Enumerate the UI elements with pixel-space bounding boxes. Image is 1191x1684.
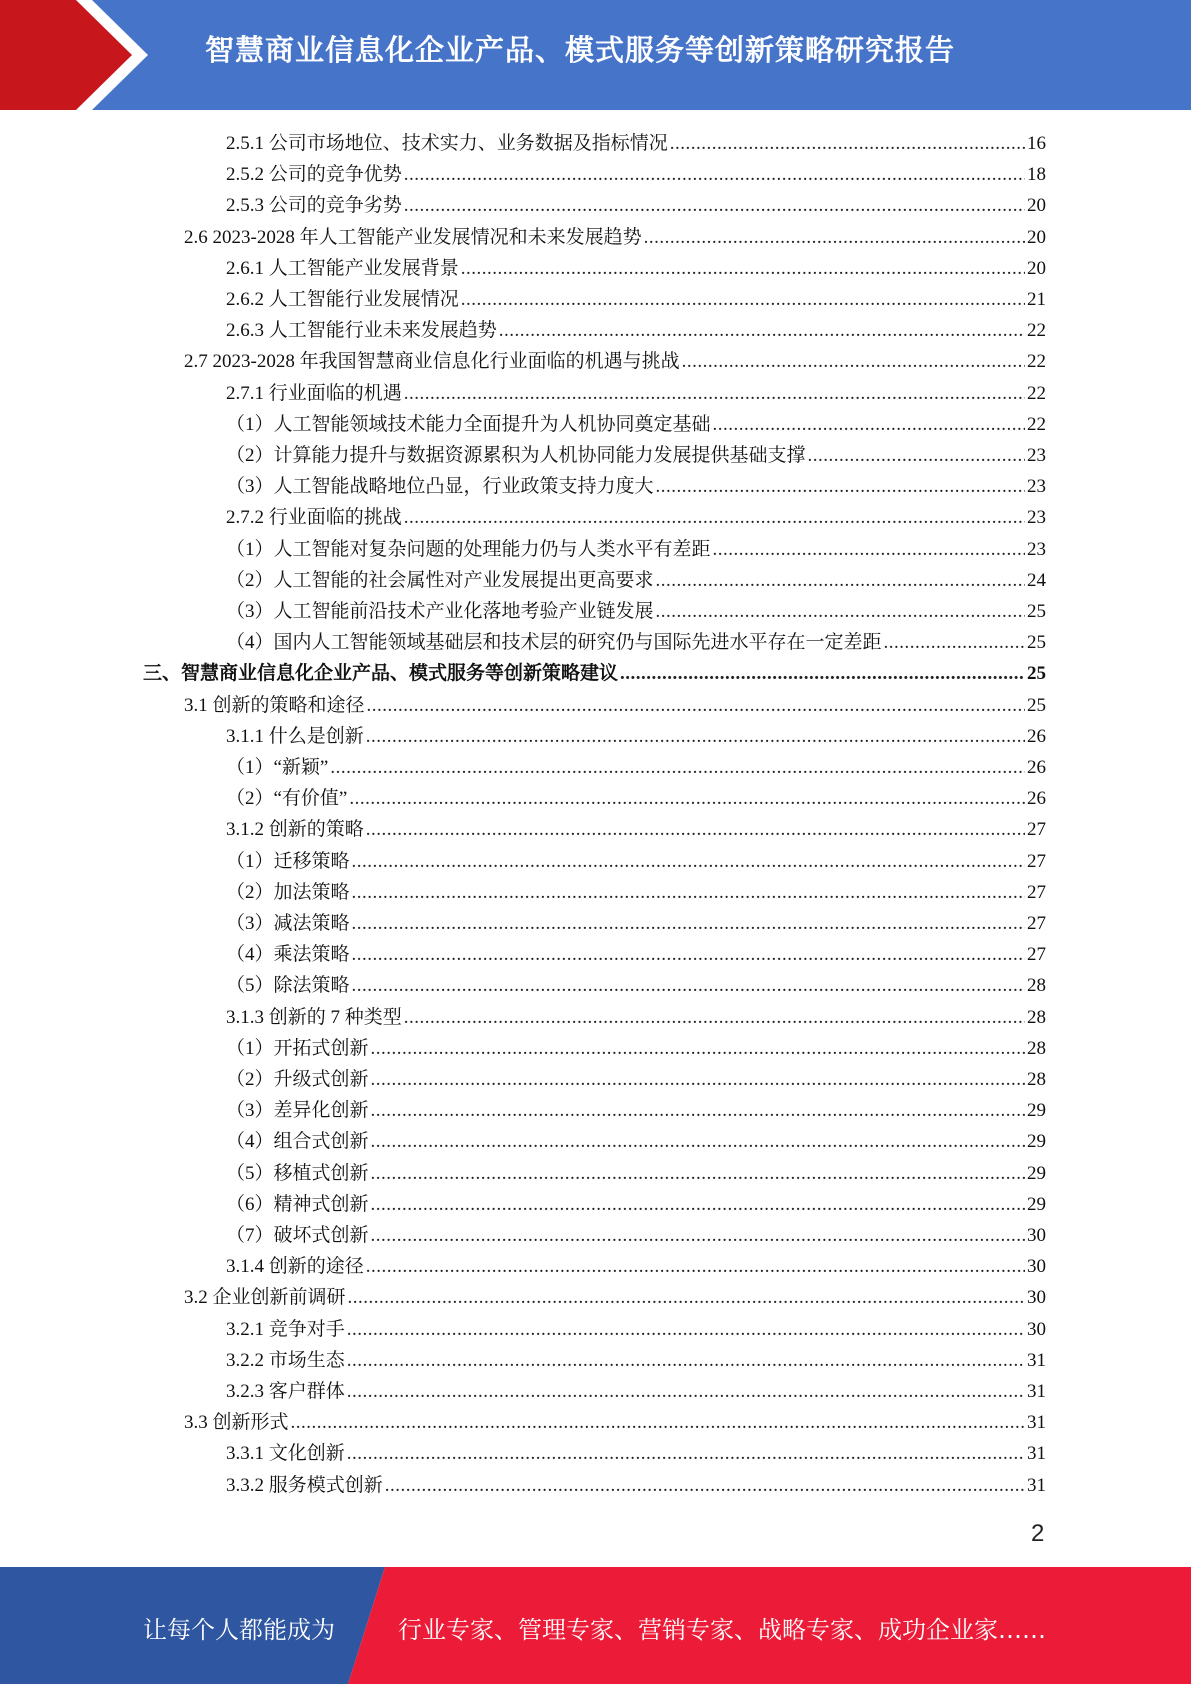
toc-entry[interactable] <box>226 1376 1046 1407</box>
toc-entry-title: （5）移植式创新 <box>226 1162 369 1184</box>
toc-entry[interactable] <box>184 222 1046 253</box>
toc-dot-leader <box>352 939 1025 970</box>
toc-entry-title: 2.7.1 行业面临的机遇 <box>226 382 402 404</box>
toc-entry-page: 30 <box>1027 1318 1046 1340</box>
toc-entry-title: （3）减法策略 <box>226 913 350 934</box>
toc-dot-leader <box>682 346 1025 377</box>
toc-entry-page: 20 <box>1027 226 1046 248</box>
toc-entry[interactable] <box>184 346 1046 377</box>
toc-dot-leader <box>620 658 1025 689</box>
toc-entry[interactable] <box>226 1314 1046 1345</box>
toc-entry-title: （1）人工智能领域技术能力全面提升为人机协同奠定基础 <box>226 413 711 435</box>
toc-dot-leader <box>291 1407 1025 1438</box>
toc-entry-title: （1）人工智能对复杂问题的处理能力仍与人类水平有差距 <box>226 538 711 560</box>
toc-dot-leader <box>367 690 1025 721</box>
toc-dot-leader <box>371 1220 1025 1251</box>
toc-entry-page: 31 <box>1027 1349 1046 1371</box>
toc-entry-page: 26 <box>1027 725 1046 747</box>
toc-entry-title: 2.5.3 公司的竞争劣势 <box>226 195 402 217</box>
toc-dot-leader <box>404 190 1025 221</box>
toc-entry-page: 30 <box>1027 1256 1046 1278</box>
toc-entry[interactable] <box>226 471 1046 502</box>
toc-entry[interactable] <box>226 970 1046 1001</box>
toc-entry[interactable] <box>226 1158 1046 1189</box>
toc-dot-leader <box>499 315 1025 346</box>
toc-entry[interactable] <box>226 440 1046 471</box>
toc-entry[interactable] <box>226 284 1046 315</box>
toc-dot-leader <box>330 752 1025 783</box>
toc-entry[interactable] <box>226 315 1046 346</box>
toc-entry[interactable] <box>226 534 1046 565</box>
toc-dot-leader <box>366 814 1025 845</box>
toc-entry-title: （4）国内人工智能领域基础层和技术层的研究仍与国际先进水平存在一定差距 <box>226 632 882 654</box>
toc-dot-leader <box>352 908 1025 939</box>
toc-entry-page: 27 <box>1027 819 1046 841</box>
toc-entry[interactable] <box>184 1407 1046 1438</box>
toc-entry[interactable] <box>226 908 1046 939</box>
toc-dot-leader <box>404 378 1025 409</box>
toc-entry-title: 3.1.3 创新的 7 种类型 <box>226 1006 402 1028</box>
toc-entry[interactable] <box>226 846 1046 877</box>
toc-entry[interactable] <box>226 378 1046 409</box>
toc-entry[interactable] <box>226 409 1046 440</box>
toc-entry-title: （2）计算能力提升与数据资源累积为人机协同能力发展提供基础支撑 <box>226 445 806 466</box>
toc-entry[interactable] <box>226 1470 1046 1501</box>
toc-dot-leader <box>352 970 1025 1001</box>
toc-entry-title: （7）破坏式创新 <box>226 1225 369 1246</box>
toc-entry-page: 22 <box>1027 413 1046 435</box>
toc-dot-leader <box>385 1470 1025 1501</box>
toc-entry-page: 25 <box>1027 632 1046 654</box>
toc-entry-title: （3）人工智能战略地位凸显，行业政策支持力度大 <box>226 476 654 498</box>
toc-entry-title: 2.6 2023-2028 年人工智能产业发展情况和未来发展趋势 <box>184 226 642 248</box>
toc-dot-leader <box>656 471 1025 502</box>
toc-dot-leader <box>352 877 1025 908</box>
toc-dot-leader <box>366 1251 1025 1282</box>
toc-entry-title: 2.5.1 公司市场地位、技术实力、业务数据及指标情况 <box>226 133 668 154</box>
toc-entry[interactable] <box>226 1251 1046 1282</box>
toc-entry[interactable] <box>226 190 1046 221</box>
toc-entry-page: 26 <box>1027 788 1046 810</box>
toc-entry-page: 28 <box>1027 1069 1046 1090</box>
toc-entry-page: 31 <box>1027 1474 1046 1496</box>
toc-entry[interactable] <box>143 658 1046 689</box>
toc-entry[interactable] <box>226 253 1046 284</box>
toc-entry-page: 22 <box>1027 351 1046 373</box>
toc-entry-title: （2）加法策略 <box>226 881 350 903</box>
toc-entry-title: 3.3.2 服务模式创新 <box>226 1474 383 1496</box>
toc-entry-page: 25 <box>1027 694 1046 716</box>
toc-entry-page: 20 <box>1027 195 1046 217</box>
toc-entry-page: 23 <box>1027 538 1046 560</box>
toc-entry-page: 22 <box>1027 320 1046 342</box>
toc-entry-page: 25 <box>1027 601 1046 622</box>
toc-dot-leader <box>349 783 1025 814</box>
toc-entry-page: 27 <box>1027 944 1046 966</box>
toc-dot-leader <box>656 596 1025 627</box>
toc-entry-title: 3.1 创新的策略和途径 <box>184 694 365 716</box>
toc-entry-title: （6）精神式创新 <box>226 1193 369 1215</box>
toc-dot-leader <box>404 159 1025 190</box>
toc-entry-title: 三、智慧商业信息化企业产品、模式服务等创新策略建议 <box>143 663 619 685</box>
toc-entry-page: 31 <box>1027 1381 1046 1402</box>
toc-dot-leader <box>713 534 1025 565</box>
toc-entry[interactable] <box>226 814 1046 845</box>
toc-entry-page: 29 <box>1027 1162 1046 1184</box>
toc-dot-leader <box>347 1438 1025 1469</box>
toc-entry-page: 30 <box>1027 1225 1046 1246</box>
toc-entry[interactable] <box>226 627 1046 658</box>
toc-entry[interactable] <box>226 1438 1046 1469</box>
toc-entry-page: 26 <box>1027 757 1046 778</box>
toc-dot-leader <box>371 1189 1025 1220</box>
toc-entry[interactable] <box>226 565 1046 596</box>
toc-entry[interactable] <box>226 721 1046 752</box>
toc-entry-title: 3.1.4 创新的途径 <box>226 1256 364 1278</box>
toc-dot-leader <box>404 502 1025 533</box>
toc-entry-title: 3.1.1 什么是创新 <box>226 725 364 747</box>
toc-entry-page: 27 <box>1027 881 1046 903</box>
toc-entry-page: 31 <box>1027 1443 1046 1465</box>
page-number: 2 <box>1031 1520 1045 1547</box>
toc-entry-title: 2.5.2 公司的竞争优势 <box>226 164 402 186</box>
toc-entry[interactable] <box>226 502 1046 533</box>
toc-entry-page: 25 <box>1027 663 1046 685</box>
toc-dot-leader <box>656 565 1025 596</box>
toc-dot-leader <box>371 1126 1025 1157</box>
toc-entry-title: （2）人工智能的社会属性对产业发展提出更高要求 <box>226 569 654 591</box>
toc-entry-title: （3）差异化创新 <box>226 1100 369 1122</box>
toc-dot-leader <box>352 846 1025 877</box>
toc-entry-page: 27 <box>1027 850 1046 872</box>
toc-dot-leader <box>670 128 1025 159</box>
toc-entry-title: （4）组合式创新 <box>226 1131 369 1153</box>
toc-entry[interactable] <box>226 1064 1046 1095</box>
toc-entry-title: 2.6.2 人工智能行业发展情况 <box>226 289 459 310</box>
toc-entry-title: 2.7 2023-2028 年我国智慧商业信息化行业面临的机遇与挑战 <box>184 351 680 373</box>
toc-entry-title: （2）“有价值” <box>226 788 348 810</box>
toc-entry-page: 28 <box>1027 1006 1046 1028</box>
toc-entry[interactable] <box>226 596 1046 627</box>
page-footer <box>0 1567 1191 1684</box>
toc-entry-page: 20 <box>1027 257 1046 279</box>
toc-entry-page: 23 <box>1027 445 1046 466</box>
toc-dot-leader <box>371 1033 1025 1064</box>
toc-entry-page: 29 <box>1027 1100 1046 1122</box>
toc-entry-title: 2.7.2 行业面临的挑战 <box>226 507 402 529</box>
toc-entry[interactable] <box>226 1033 1046 1064</box>
toc-entry[interactable] <box>226 1002 1046 1033</box>
toc-entry[interactable] <box>226 159 1046 190</box>
toc-entry-title: 3.2 企业创新前调研 <box>184 1287 346 1309</box>
page-header <box>0 0 1191 110</box>
toc-entry-title: 3.3 创新形式 <box>184 1412 289 1434</box>
toc-dot-leader <box>347 1314 1025 1345</box>
toc-dot-leader <box>366 721 1025 752</box>
toc-entry-page: 16 <box>1027 133 1046 154</box>
toc-entry-title: （2）升级式创新 <box>226 1069 369 1090</box>
toc-entry-page: 18 <box>1027 164 1046 186</box>
toc-entry[interactable] <box>226 1189 1046 1220</box>
toc-dot-leader <box>461 284 1025 315</box>
toc-entry[interactable] <box>226 939 1046 970</box>
toc-entry-page: 23 <box>1027 507 1046 529</box>
report-title: 智慧商业信息化企业产品、模式服务等创新策略研究报告 <box>205 33 956 67</box>
toc-entry[interactable] <box>226 752 1046 783</box>
toc-dot-leader <box>461 253 1025 284</box>
toc-dot-leader <box>808 440 1025 471</box>
toc-dot-leader <box>713 409 1025 440</box>
toc-entry-page: 31 <box>1027 1412 1046 1434</box>
toc-entry-page: 29 <box>1027 1131 1046 1153</box>
toc-entry-page: 22 <box>1027 382 1046 404</box>
toc-dot-leader <box>644 222 1025 253</box>
toc-entry-title: （4）乘法策略 <box>226 944 350 966</box>
toc-entry[interactable] <box>184 690 1046 721</box>
toc-entry-title: 3.1.2 创新的策略 <box>226 819 364 841</box>
toc-entry[interactable] <box>184 1282 1046 1313</box>
toc-entry-title: 3.3.1 文化创新 <box>226 1443 345 1465</box>
toc-dot-leader <box>347 1376 1025 1407</box>
toc-dot-leader <box>884 627 1025 658</box>
toc-entry[interactable] <box>226 783 1046 814</box>
toc-entry-title: （1）开拓式创新 <box>226 1037 369 1059</box>
toc-entry-title: （1）迁移策略 <box>226 850 350 872</box>
toc-entry-page: 30 <box>1027 1287 1046 1309</box>
toc-dot-leader <box>371 1158 1025 1189</box>
footer-slogan-left: 让每个人都能成为 <box>143 1616 335 1644</box>
toc-dot-leader <box>347 1345 1025 1376</box>
toc-dot-leader <box>371 1064 1025 1095</box>
toc-entry-title: 2.6.1 人工智能产业发展背景 <box>226 257 459 279</box>
toc-entry-title: 3.2.2 市场生态 <box>226 1349 345 1371</box>
toc-entry-title: 3.2.3 客户群体 <box>226 1381 345 1402</box>
toc-entry-title: （3）人工智能前沿技术产业化落地考验产业链发展 <box>226 601 654 622</box>
toc-entry-title: 2.6.3 人工智能行业未来发展趋势 <box>226 320 497 342</box>
toc-entry-page: 29 <box>1027 1193 1046 1215</box>
toc-entry-page: 23 <box>1027 476 1046 498</box>
toc-entry-title: （1）“新颖” <box>226 757 329 778</box>
toc-entry-page: 27 <box>1027 913 1046 934</box>
toc-entry-page: 21 <box>1027 289 1046 310</box>
header-chevron-graphic <box>0 0 160 110</box>
toc-dot-leader <box>348 1282 1025 1313</box>
toc-entry-title: 3.2.1 竞争对手 <box>226 1318 345 1340</box>
toc-entry-title: （5）除法策略 <box>226 975 350 997</box>
toc-entry[interactable] <box>226 1126 1046 1157</box>
toc-entry-page: 28 <box>1027 975 1046 997</box>
footer-slogan-right: 行业专家、管理专家、营销专家、战略专家、成功企业家…… <box>398 1616 1046 1644</box>
toc-dot-leader <box>404 1002 1025 1033</box>
toc-entry-page: 24 <box>1027 569 1046 591</box>
toc-entry[interactable] <box>226 1220 1046 1251</box>
toc-entry-page: 28 <box>1027 1037 1046 1059</box>
toc-entry[interactable] <box>226 1095 1046 1126</box>
toc-entry[interactable] <box>226 877 1046 908</box>
toc-dot-leader <box>371 1095 1025 1126</box>
toc-entry[interactable] <box>226 1345 1046 1376</box>
toc-entry[interactable] <box>226 128 1046 159</box>
